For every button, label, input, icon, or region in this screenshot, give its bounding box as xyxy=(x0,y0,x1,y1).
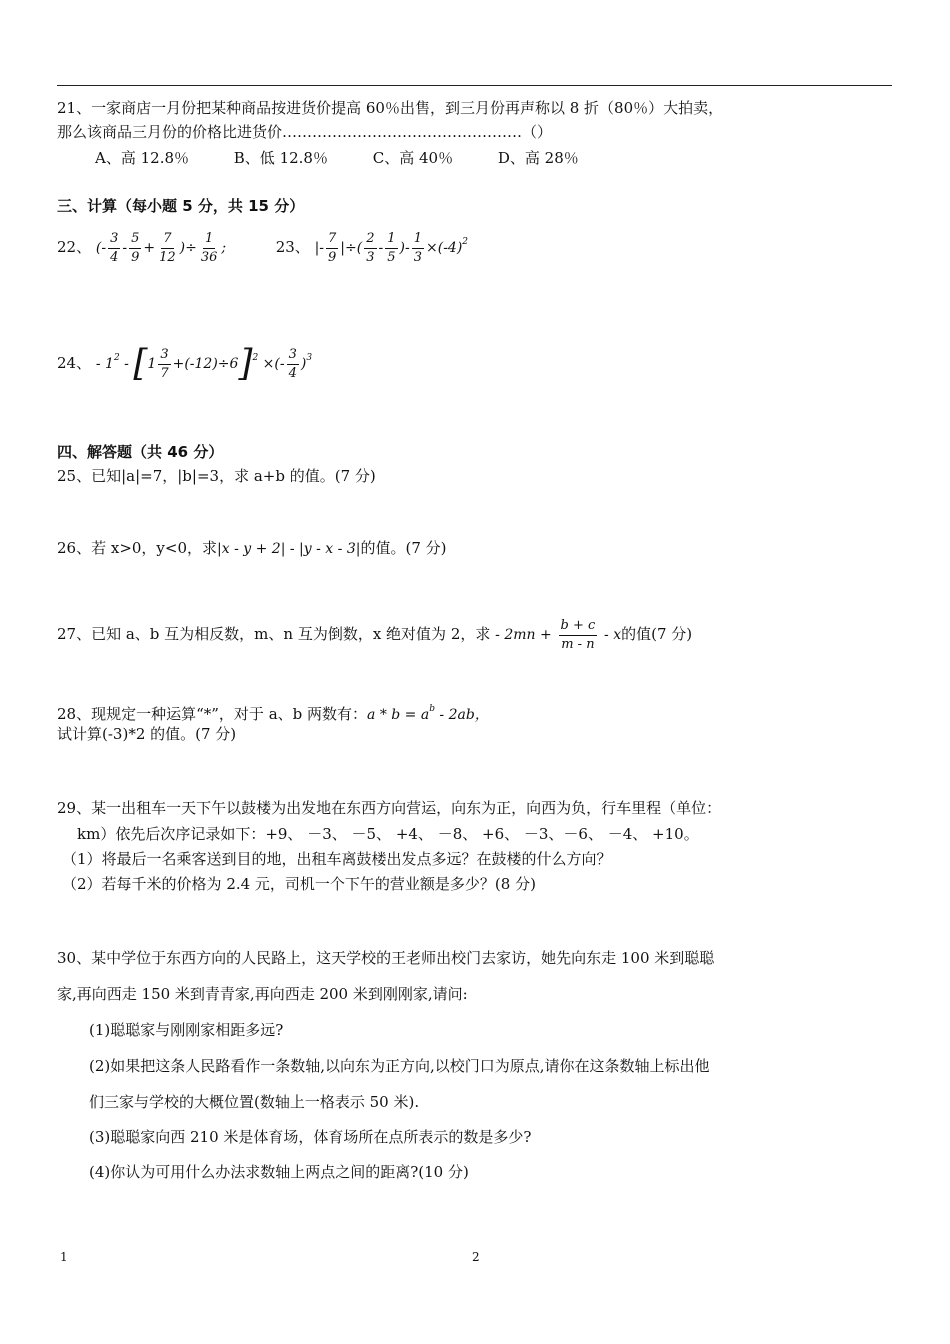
q30-line3: (1)聪聪家与刚刚家相距多远? xyxy=(89,1021,284,1039)
q27-row xyxy=(57,614,692,655)
q21-option-d: D、高 28％ xyxy=(497,149,579,167)
q26-suffix: 的值。(7 分) xyxy=(360,539,447,557)
section-3-title: 三、计算（每小题 5 分，共 15 分） xyxy=(57,197,305,215)
q30-line5: 们三家与学校的大概位置(数轴上一格表示 50 米). xyxy=(89,1093,420,1111)
q24-expression: - $1^2 - [1$ $\frac{3}{7}$ +(-12)÷6]$^2$ ×(- $\frac{3}{4}$ )$^3$ xyxy=(95,343,313,384)
q25-text: 25、已知|a|=7，|b|=3，求 a+b 的值。(7 分) xyxy=(57,467,376,485)
q22-q23-row xyxy=(57,222,468,268)
q29-line1: 29、某一出租车一天下午以鼓楼为出发地在东西方向营运，向东为正，向西为负，行车里程（单位： xyxy=(57,799,722,817)
q24-label: 24、 xyxy=(57,354,92,372)
q21-line1: 21、一家商店一月份把某种商品按进货价提高 60％出售，到三月份再声称以 8 折（80％）大拍卖， xyxy=(57,99,724,117)
q27-prefix: 27、已知 a、b 互为相反数，m、n 互为倒数，x 绝对值为 2，求 xyxy=(57,625,491,643)
q23-label: 23、 xyxy=(275,238,310,256)
q22-label: 22、 xyxy=(57,238,92,256)
q21-option-a: A、高 12.8％ xyxy=(95,149,189,167)
section-4-title: 四、解答题（共 46 分） xyxy=(57,443,224,461)
q22-expression: (- $\frac{3}{4}$ - $\frac{5}{9}$ + $\frac{7}{12}$ )÷ $\frac{1}{36}$ ; xyxy=(95,230,227,265)
q27-frac-num: b + c xyxy=(559,619,598,636)
page-number-left: 1 xyxy=(60,1250,68,1264)
q21-option-b: B、低 12.8％ xyxy=(233,149,328,167)
q28-exponent: b xyxy=(429,704,435,714)
q28-line2: 试计算(-3)*2 的值。(7 分) xyxy=(57,725,237,743)
q27-frac-den: m - n xyxy=(561,636,595,652)
q30-line4: (2)如果把这条人民路看作一条数轴,以向东为正方向,以校门口为原点,请你在这条数轴上标出他 xyxy=(89,1057,710,1075)
q29-line2: km）依先后次序记录如下：+9、 －3、 －5、 +4、 －8、 +6、 －3、－6、 －4、 +10。 xyxy=(77,825,699,843)
q24-row xyxy=(57,336,312,386)
q21-option-c: C、高 40％ xyxy=(372,149,454,167)
q28-tail: - 2ab， xyxy=(434,707,489,723)
q27-expr-end: - x xyxy=(604,627,622,643)
q30-line2: 家,再向西走 150 米到青青家,再向西走 200 米到刚刚家,请问: xyxy=(57,985,468,1003)
q27-suffix: 的值(7 分) xyxy=(621,625,693,643)
q26-expression: |x - y + 2| - |y - x - 3| xyxy=(217,541,361,557)
q27-expr-start: - 2mn + xyxy=(495,627,552,643)
q23-expression: |- $\frac{7}{9}$ |÷( $\frac{2}{3}$ - $\frac{1}{5}$ )- $\frac{1}{3}$ $\times(-4)^2$ xyxy=(314,230,469,265)
q21-line2: 那么该商品三月份的价格比进货价…………………………………………（） xyxy=(57,123,553,141)
q29-line4: （2）若每千米的价格为 2.4 元，司机一个下午的营业额是多少？(8 分) xyxy=(62,875,536,893)
q28-line1 xyxy=(57,699,489,725)
q27-fraction xyxy=(559,619,598,652)
q28-expr: a * b = a xyxy=(367,707,430,723)
q30-line1: 30、某中学位于东西方向的人民路上，这天学校的王老师出校门去家访，她先向东走 100 米到聪聪 xyxy=(57,949,715,967)
q29-line3: （1）将最后一名乘客送到目的地，出租车离鼓楼出发点多远？在鼓楼的什么方向？ xyxy=(62,850,612,868)
page-number-right: 2 xyxy=(472,1250,480,1264)
q30-line7: (4)你认为可用什么办法求数轴上两点之间的距离?(10 分) xyxy=(89,1163,469,1181)
top-rule xyxy=(57,85,892,86)
q30-line6: (3)聪聪家向西 210 米是体育场，体育场所在点所表示的数是多少? xyxy=(89,1128,532,1146)
q21-options xyxy=(95,148,619,168)
q26-prefix: 26、若 x>0，y<0，求 xyxy=(57,539,218,557)
q26-row xyxy=(57,538,447,559)
q28-prefix: 28、现规定一种运算“*”，对于 a、b 两数有： xyxy=(57,705,368,723)
